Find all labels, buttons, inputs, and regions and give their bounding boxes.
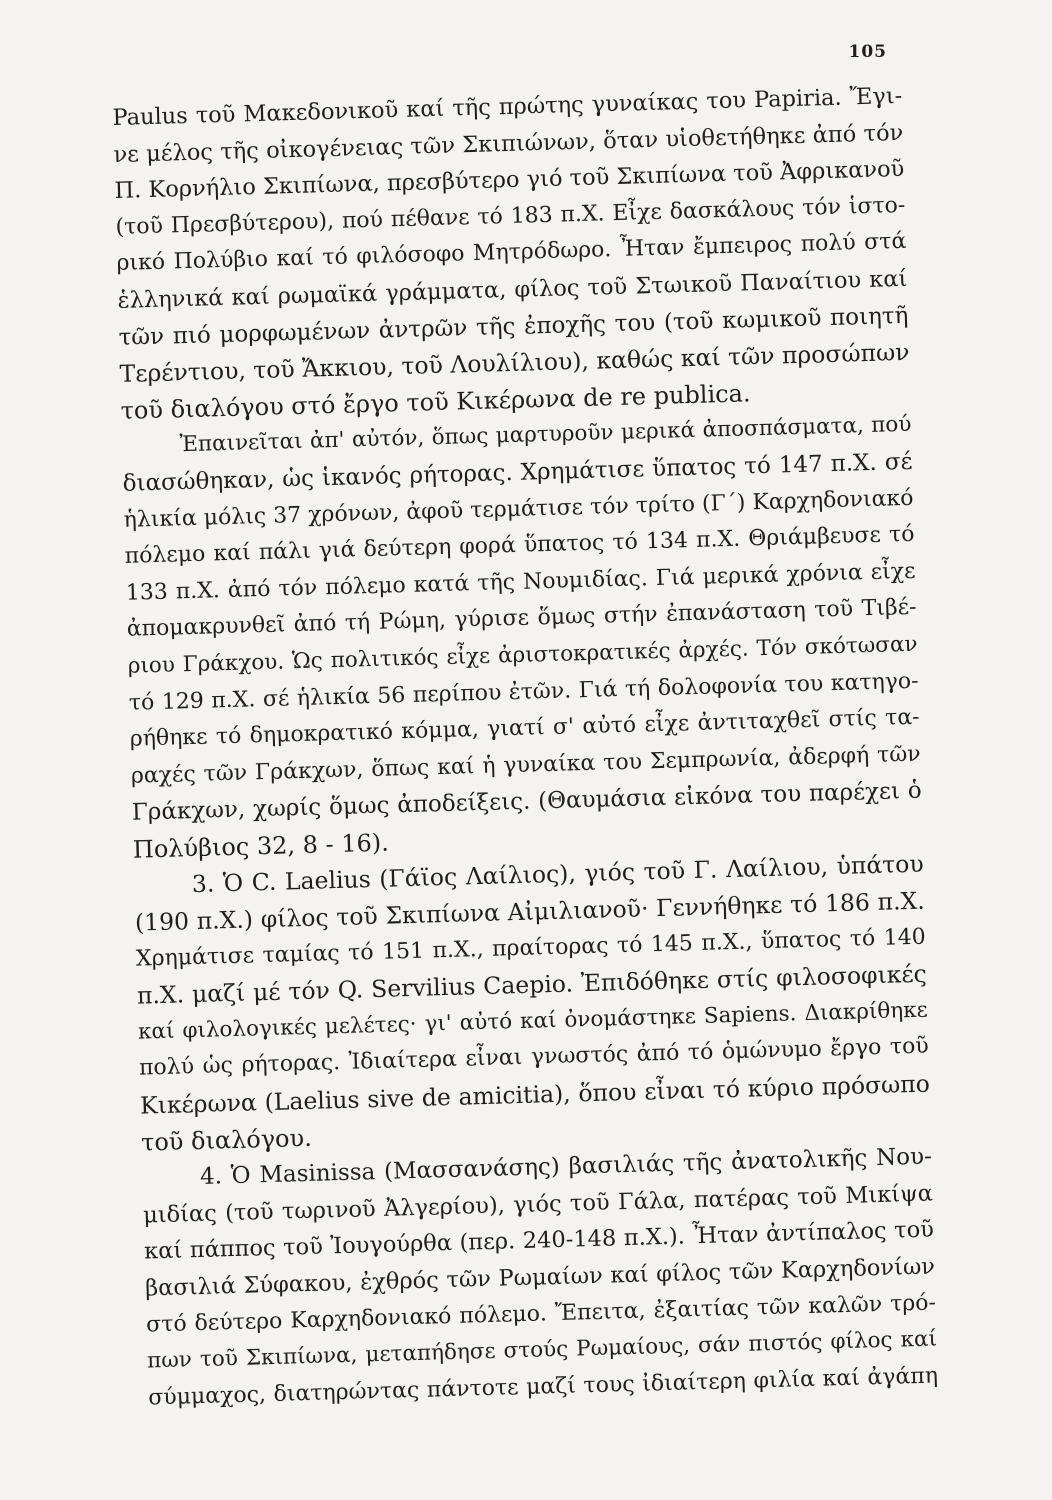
text-line: Πολύβιος 32, 8 - 16). bbox=[132, 828, 390, 864]
text-line: Paulus τοῦ Μακεδονικοῦ καί τῆς πρώτης γυναίκας του Papiria. Ἔγι- bbox=[112, 82, 903, 131]
page-text-body bbox=[112, 78, 938, 1417]
text-line: νε μέλος τῆς οἰκογένειας τῶν Σκιπιώνων, ὅταν υἱοθετήθηκε ἀπό τόν bbox=[113, 119, 904, 168]
text-line: καί πάππος τοῦ Ἰουγούρθα (περ. 240-148 π.Χ.). Ἦταν ἀντίπαλος τοῦ bbox=[143, 1216, 935, 1265]
text-line: 4. Ὁ Masinissa (Μασσανάσης) βασιλιάς τῆς ἀνατολικῆς Νου- bbox=[199, 1143, 933, 1191]
text-line: διασώθηκαν, ὡς ἱκανός ρήτορας. Χρημάτισε ὕπατος τό 147 π.Χ. σέ bbox=[122, 448, 913, 497]
text-line: τό 129 π.Χ. σέ ἡλικία 56 περίπου ἐτῶν. Γιά τή δολοφονία του κατηγο- bbox=[128, 668, 919, 716]
text-line: ρικό Πολύβιο καί τό φιλόσοφο Μητρόδωρο. Ἦταν ἔμπειρος πολύ στά bbox=[116, 229, 907, 277]
text-line: 133 π.Χ. ἀπό τόν πόλεμο κατά τῆς Νουμιδίας. Γιά μερικά χρόνια εἶχε bbox=[125, 558, 916, 606]
text-line: ἑλληνικά καί ρωμαϊκά γράμματα, φίλος τοῦ Στωικοῦ Παναίτιου καί bbox=[117, 265, 908, 314]
text-line: ριου Γράκχου. Ὡς πολιτικός εἶχε ἀριστοκρατικές ἀρχές. Τόν σκότωσαν bbox=[127, 631, 918, 679]
text-line: μιδίας (τοῦ τωρινοῦ Ἀλγερίου), γιός τοῦ Γάλα, πατέρας τοῦ Μικίψα bbox=[142, 1180, 934, 1229]
text-line: τοῦ διαλόγου. bbox=[140, 1123, 313, 1157]
text-line: βασιλιά Σύφακου, ἐχθρός τῶν Ρωμαίων καί φίλος τῶν Καρχηδονίων bbox=[144, 1253, 936, 1302]
text-line: (τοῦ Πρεσβύτερου), πού πέθανε τό 183 π.Χ. Εἶχε δασκάλους τόν ἱστο- bbox=[115, 192, 906, 240]
text-line: Ἐπαινεῖται ἀπ' αὐτόν, ὅπως μαρτυροῦν μερικά ἀποσπάσματα, πού bbox=[179, 412, 912, 458]
text-line: (190 π.Χ.) φίλος τοῦ Σκιπίωνα Αἰμιλιανοῦ· Γεννήθηκε τό 186 π.Χ. bbox=[134, 886, 926, 937]
text-line: τοῦ διαλόγου στό ἔργο τοῦ Κικέρωνα de re publica. bbox=[120, 379, 751, 425]
text-line: ἀπομακρυνθεῖ ἀπό τή Ρώμη, γύρισε ὅμως στήν ἐπανάσταση τοῦ Τιβέ- bbox=[126, 595, 917, 643]
text-line: τῶν πιό μορφωμένων ἀντρῶν τῆς ἐποχῆς του (τοῦ κωμικοῦ ποιητῆ bbox=[118, 302, 909, 351]
text-line: πων τοῦ Σκιπίωνα, μεταπήδησε στούς Ρωμαίους, σάν πιστός φίλος καί bbox=[146, 1326, 938, 1374]
page-number: 105 bbox=[848, 42, 887, 62]
text-line: ραχές τῶν Γράκχων, ὅπως καί ἡ γυναίκα του Σεμπρωνία, ἀδερφή τῶν bbox=[130, 741, 921, 789]
text-line: πόλεμο καί πάλι γιά δεύτερη φορά ὕπατος τό 134 π.Χ. Θριάμβευσε τό bbox=[124, 521, 915, 569]
text-line: Γράκχων, χωρίς ὅμως ἀποδείξεις. (Θαυμάσια εἰκόνα του παρέχει ὁ bbox=[131, 777, 922, 826]
text-line: Χρημάτισε ταμίας τό 151 π.Χ., πραίτορας τό 145 π.Χ., ὕπατος τό 140 bbox=[135, 924, 927, 972]
text-line: 3. Ὁ C. Laelius (Γάϊος Λαίλιος), γιός τοῦ Γ. Λαίλιου, ὑπάτου bbox=[191, 850, 925, 899]
text-line: καί φιλολογικές μελέτες· γι' αὐτό καί ὀνομάστηκε Sapiens. Διακρίθηκε bbox=[137, 997, 929, 1045]
text-line: Τερέντιου, τοῦ Ἄκκιου, τοῦ Λουλίλιου), καθώς καί τῶν προσώπων bbox=[119, 337, 910, 389]
text-line: ἡλικία μόλις 37 χρόνων, ἀφοῦ τερμάτισε τόν τρίτο (Γ΄) Καρχηδονιακό bbox=[123, 485, 914, 533]
text-line: Π. Κορνήλιο Σκιπίωνα, πρεσβύτερο γιό τοῦ Σκιπίωνα τοῦ Ἀφρικανοῦ bbox=[114, 156, 905, 205]
text-line: πολύ ὡς ρήτορας. Ἰδιαίτερα εἶναι γνωστός ἀπό τό ὁμώνυμο ἔργο τοῦ bbox=[138, 1034, 930, 1082]
text-line: σύμμαχος, διατηρώντας πάντοτε μαζί τους ἰδιαίτερη φιλία καί ἀγάπη bbox=[147, 1363, 939, 1411]
text-line: π.Χ. μαζί μέ τόν Q. Servilius Caepio. Ἐπιδόθηκε στίς φιλοσοφικές bbox=[136, 959, 928, 1010]
text-line: στό δεύτερο Καρχηδονιακό πόλεμο. Ἔπειτα, ἐξαιτίας τῶν καλῶν τρό- bbox=[145, 1290, 937, 1338]
text-line: ρήθηκε τό δημοκρατικό κόμμα, γιατί σ' αὐτό εἶχε ἀντιταχθεῖ στίς τα- bbox=[129, 704, 920, 752]
text-line: Κικέρωνα (Laelius sive de amicitia), ὅπου εἶναι τό κύριο πρόσωπο bbox=[139, 1069, 931, 1120]
